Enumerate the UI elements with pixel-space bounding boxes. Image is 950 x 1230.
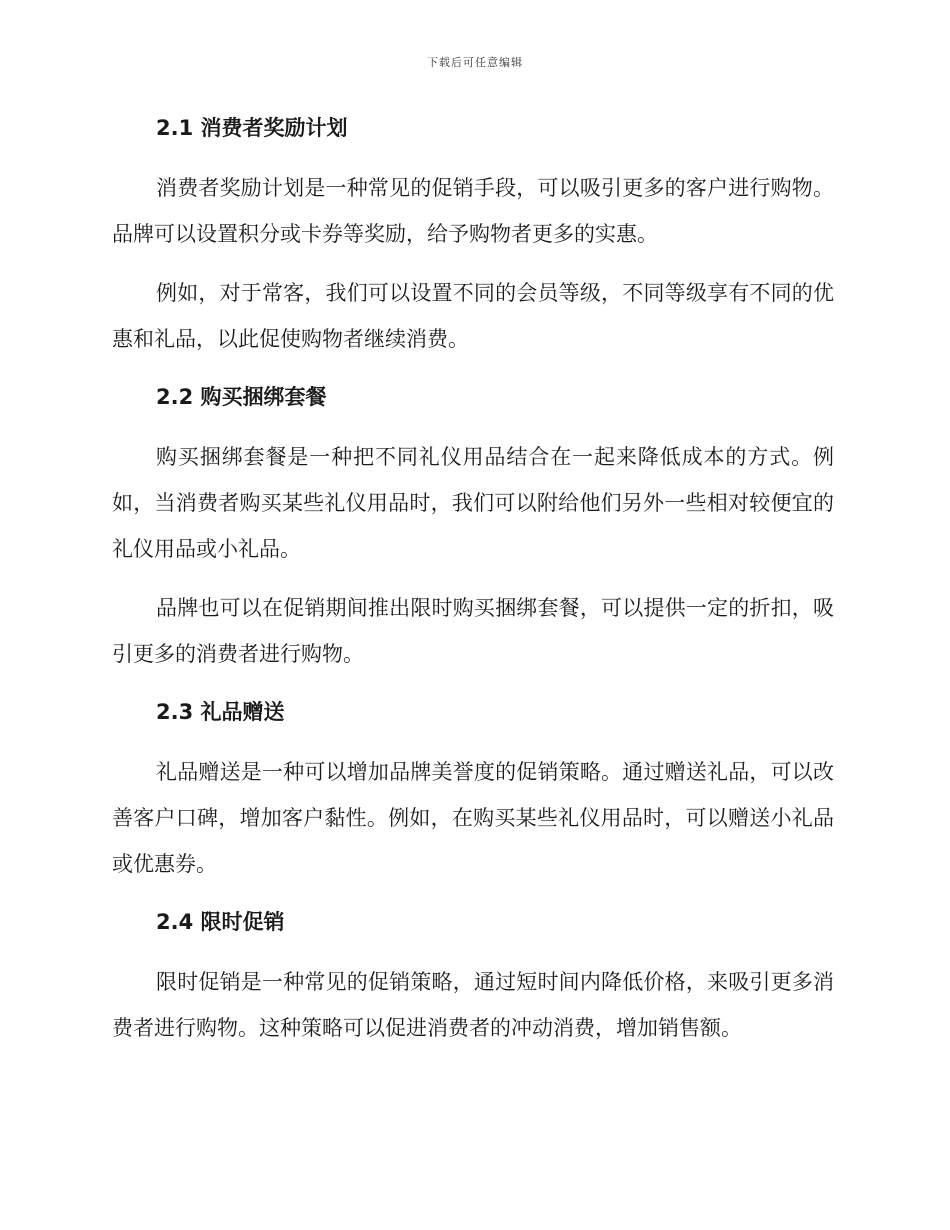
paragraph: 购买捆绑套餐是一种把不同礼仪用品结合在一起来降低成本的方式。例如，当消费者购买某些礼仪用品时，我们可以附给他们另外一些相对较便宜的礼仪用品或小礼品。	[112, 445, 834, 561]
paragraph: 礼品赠送是一种可以增加品牌美誉度的促销策略。通过赠送礼品，可以改善客户口碑，增加客户黏性。例如，在购买某些礼仪用品时，可以赠送小礼品或优惠券。	[112, 760, 834, 876]
section-heading: 2.4 限时促销	[156, 910, 285, 934]
section-heading: 2.3 礼品赠送	[156, 700, 285, 724]
section-consumer-rewards	[112, 106, 834, 362]
section-heading: 2.2 购买捆绑套餐	[156, 385, 327, 409]
section-bundle-packages	[112, 375, 834, 677]
paragraph: 限时促销是一种常见的促销策略，通过短时间内降低价格，来吸引更多消费者进行购物。这种策略可以促进消费者的冲动消费，增加销售额。	[112, 970, 834, 1040]
section-limited-time-promotion	[112, 900, 834, 1051]
paragraph: 例如，对于常客，我们可以设置不同的会员等级，不同等级享有不同的优惠和礼品，以此促使购物者继续消费。	[112, 281, 834, 351]
header-note: 下载后可任意编辑	[427, 56, 523, 69]
paragraph: 消费者奖励计划是一种常见的促销手段，可以吸引更多的客户进行购物。品牌可以设置积分或卡券等奖励，给予购物者更多的实惠。	[112, 176, 834, 246]
paragraph: 品牌也可以在促销期间推出限时购买捆绑套餐，可以提供一定的折扣，吸引更多的消费者进行购物。	[112, 596, 834, 666]
document-body	[112, 106, 834, 1064]
section-gift-giving	[112, 690, 834, 887]
section-heading: 2.1 消费者奖励计划	[156, 116, 348, 140]
